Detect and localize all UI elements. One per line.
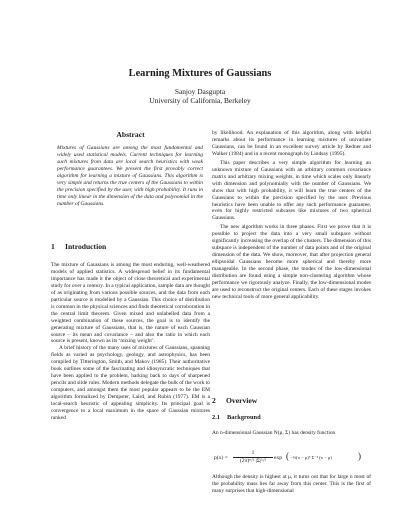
equation-exponent: −½(x − μ)ᵀ Σ⁻¹ (x − μ) xyxy=(290,455,332,460)
section-title: Overview xyxy=(226,396,258,405)
background-after xyxy=(212,474,371,495)
section-title: Introduction xyxy=(65,242,107,251)
paragraph: Although the density is highest at μ, it turns out that for large n most of the probability mass lies far away from this center. This is the first of many surprises that high-dimensional xyxy=(212,474,371,494)
section-number: 2 xyxy=(212,396,216,405)
intro-body xyxy=(51,262,210,422)
author-affiliation: University of California, Berkeley xyxy=(149,96,251,106)
right-column-body xyxy=(212,130,371,301)
paragraph: by likelihood. An explanation of this algorithm, along with helpful remarks about its performance in learning mixtures of univariate Gaussians, can be found in an excellent survey article by Redner and Walker (1984) and in a recent monograph by Lindsay (1995). xyxy=(212,130,371,157)
author-block xyxy=(0,87,400,106)
abstract-heading: Abstract xyxy=(116,130,145,139)
section-1-heading xyxy=(51,242,106,251)
equation-paren-right: ) xyxy=(358,451,361,461)
equation-numerator: 1 xyxy=(233,450,273,458)
paragraph: A brief history of the many uses of mixtures of Gaussians, spanning fields as varied as psychology, geology, and astrophysics, has been compiled by Titterington, Smith, and Makov (1985). Their authoritative book outlines some of the fascinating and idiosyncratic techniques that have been applied to the problem, harking back to days of sharpened pencils and slide rules. Modern methods delegate the bulk of the work to computers, and amongst them the most popular appears to be the EM algorithm formalized by Dempster, Laird, and Rubin (1977). EM is a local-search heuristic of appealing simplicity. Its principal goal is convergence to a local maximum in the space of Gaussian mixtures ranked xyxy=(51,345,210,421)
subsection-2-1-heading xyxy=(212,414,261,421)
equation-paren-left: ( xyxy=(286,451,289,461)
abstract-text: Mixtures of Gaussians are among the most fundamental and widely used statistical models. Current techniques for learning such mixtures from data are local search heuristics with weak performance guarantees. We present the first provably correct algorithm for learning a mixture of Gaussians. This algorithm is very simple and returns the true centers of the Gaussians to within the precision specified by the user, with high probability. It runs in time only linear in the dimension of the data and polynomial in the number of Gaussians. xyxy=(57,145,203,207)
gaussian-density-equation xyxy=(212,450,371,468)
background-intro xyxy=(212,430,371,437)
paragraph: This paper describes a very simple algorithm for learning an unknown mixture of Gaussians with an arbitrary common covariance matrix and arbitrary mixing weights, in time which scales only linearly with dimension and polynomially with the number of Gaussians. We show that with high probability, it will learn the true centers of the Gaussians to within the precision specified by the user. Previous heuristics have been unable to offer any such performance guarantee, even for highly restricted subcases like mixtures of two spherical Gaussians. xyxy=(212,159,371,222)
subsection-number: 2.1 xyxy=(212,414,220,421)
equation-fraction xyxy=(233,450,273,465)
paragraph: The new algorithm works in three phases. First we prove that it is possible to project the data into a very small subspace without significantly increasing the overlap of the clusters. The dimension of this subspace is independent of the number of data points and of the original dimension of the data. We show, moreover, that after projection general ellipsoidal Gaussians become more spherical and thereby more manageable. In the second phase, the modes of the low-dimensional distribution are found using a simple non-clustering algorithm whose performance we rigorously analyze. Finally, the low-dimensional modes are used to reconstruct the original centers. Each of these stages invokes new technical tools of more general applicability. xyxy=(212,224,371,300)
paragraph: An n-dimensional Gaussian N(μ, Σ) has density function xyxy=(212,430,336,436)
author-name: Sanjoy Dasgupta xyxy=(174,87,226,96)
paragraph: The mixture of Gaussians is among the most enduring, well-weathered models of applied statistics. A widespread belief in its fundamental importance has made it the object of close theoretical and experimental study for over a century. In a typical application, sample data are thought of as originating from various possible sources, and the data from each particular source is modelled by a Gaussian. This choice of distribution is common in the physical sciences and finds theoretical corroboration in the central limit theorem. Given mixed and unlabelled data from a weighted combination of these sources, the goal is to identify the generating mixture of Gaussians, that is, the nature of each Gaussian source – its mean and covariance – and also the ratio in which each source is present, known as its ‘mixing weight’. xyxy=(51,262,210,345)
equation-exp: exp xyxy=(274,455,283,461)
paper-title: Learning Mixtures of Gaussians xyxy=(128,68,272,79)
section-number: 1 xyxy=(51,242,55,251)
subsection-title: Background xyxy=(227,414,261,421)
equation-lhs: p(x) = xyxy=(214,455,228,461)
equation-denominator: (2π)ⁿ/² |Σ|¹/² xyxy=(239,458,267,464)
section-2-heading xyxy=(212,396,257,405)
